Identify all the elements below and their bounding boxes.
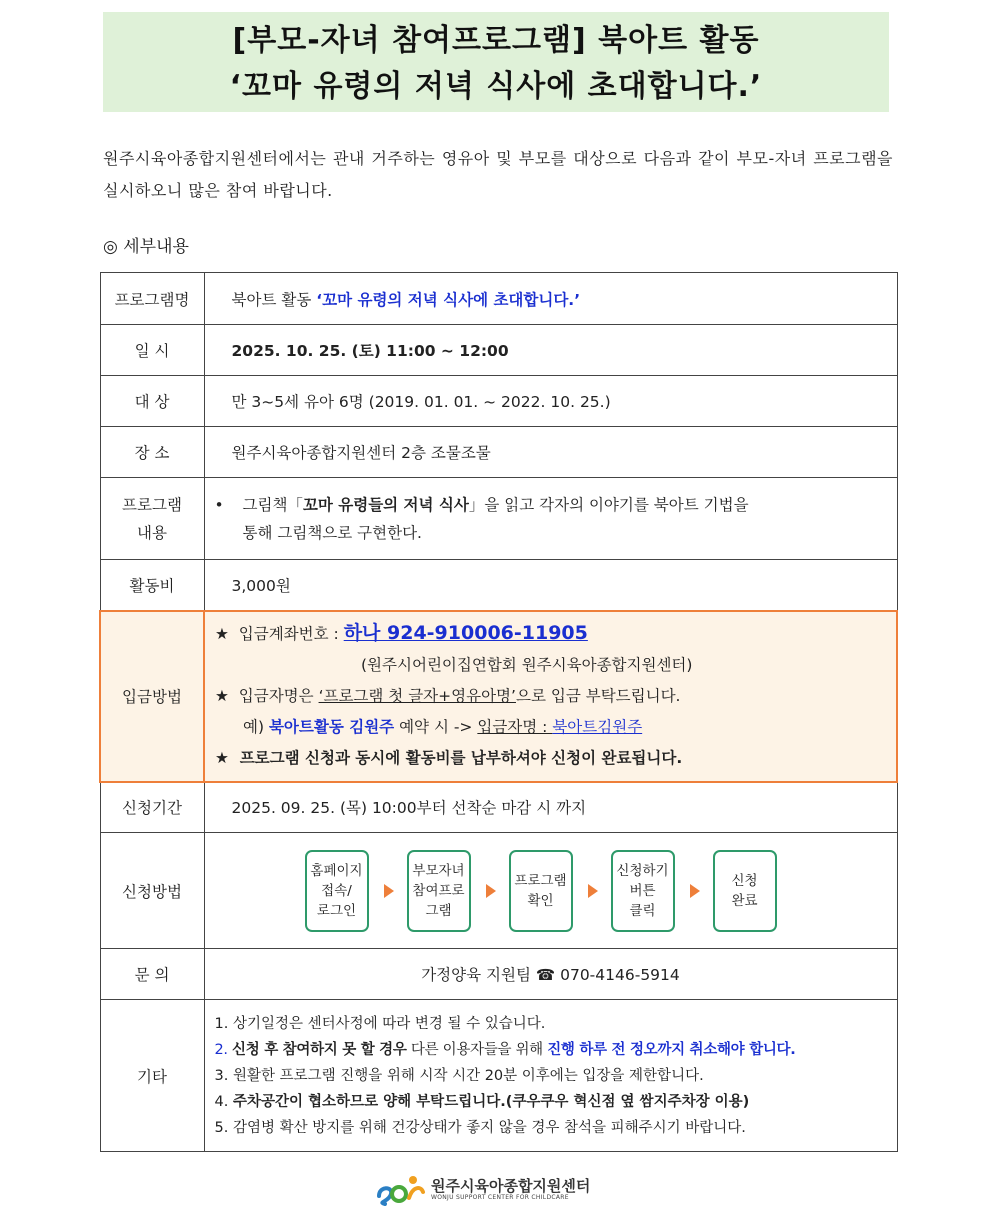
account-number: 하나 924-910006-11905 (343, 622, 588, 644)
account-label: 입금계좌번호 : (238, 625, 344, 643)
apply-flow (205, 850, 897, 932)
row-payment (100, 611, 897, 782)
flow-step-4: 신청하기 버튼 클릭 (611, 850, 675, 932)
footer-logo (375, 1172, 590, 1206)
fee-value: 3,000원 (204, 560, 897, 611)
etc-note-5: 5. 감염병 확산 방지를 위해 건강상태가 좋지 않을 경우 참석을 피해주시기 바랍니다. (214, 1119, 746, 1136)
label-method: 신청방법 (100, 833, 204, 949)
footer-name: 원주시육아종합지원센터 (431, 1176, 591, 1195)
row-program (100, 273, 897, 325)
title-banner (103, 12, 889, 112)
arrow-right-icon (384, 884, 394, 898)
section-title: ◎ 세부내용 (103, 237, 189, 257)
label-content-1: 프로그램 (122, 495, 182, 514)
row-fee (100, 560, 897, 611)
example-label: 입금자명 : (477, 718, 553, 736)
flow-step-1: 홈페이지 접속/ 로그인 (305, 850, 369, 932)
flow-step-2: 부모자녀 참여프로 그램 (407, 850, 471, 932)
content-post: 」을 읽고 각자의 이야기를 북아트 기법을 (468, 495, 749, 514)
account-holder: (원주시어린이집연합회 원주시육아종합지원센터) (361, 656, 693, 674)
label-payment: 입금방법 (100, 611, 204, 782)
example-result: 북아트김원주 (552, 718, 643, 736)
payment-notice: 프로그램 신청과 동시에 활동비를 납부하셔야 신청이 완료됩니다. (239, 749, 683, 767)
target-value: 만 3~5세 유아 6명 (2019. 01. 01. ~ 2022. 10. 25.) (204, 376, 897, 427)
row-content (100, 478, 897, 560)
star-icon: ★ (215, 625, 229, 643)
content-bullet: • (214, 495, 224, 514)
flow-step-3: 프로그램 확인 (509, 850, 573, 932)
depositor-pre: 입금자명은 (238, 687, 319, 705)
place-value: 원주시육아종합지원센터 2층 조물조물 (204, 427, 897, 478)
row-etc: 기타 1. 상기일정은 센터사정에 따라 변경 될 수 있습니다. 2. 신청 후 참여하지 못 할 경우 다른 이용자들을 위해 진행 하루 전 정오까지 취소해야 합니다. 3. 원활한 프로그램 진행을 위해 시작 시간 20분 이후에는 입장을 제한합니다. 4. 주차공간이 협소하므로 양해 부탁드립니다.(쿠우쿠우 혁신점 옆 쌈지주차장 이용) 5. 감염병 확산 방지를 위해 건강상태가 좋지 않을 경우 참석을 피해주시기 바랍니다. (100, 1000, 897, 1152)
row-target (100, 376, 897, 427)
flow-step-5: 신청 완료 (713, 850, 777, 932)
label-fee: 활동비 (100, 560, 204, 611)
intro-text: 원주시육아종합지원센터에서는 관내 거주하는 영유아 및 부모를 대상으로 다음과 같이 부모-자녀 프로그램을 실시하오니 많은 참여 바랍니다. (103, 149, 893, 200)
label-date: 일 시 (100, 325, 204, 376)
example-pre: 예) (243, 718, 269, 736)
row-place (100, 427, 897, 478)
contact-value: 가정양육 지원팀 ☎ 070-4146-5914 (204, 949, 897, 1000)
example-name: 북아트활동 김원주 (268, 718, 395, 736)
program-prefix: 북아트 활동 (231, 290, 317, 309)
depositor-rule: ‘프로그램 첫 글자+영유아명’ (318, 687, 516, 705)
content-line-2: 통해 그림책으로 구현한다. (242, 523, 422, 542)
label-period: 신청기간 (100, 782, 204, 833)
example-mid: 예약 시 -> (394, 718, 478, 736)
etc-note-4: 주차공간이 협소하므로 양해 부탁드립니다.(쿠우쿠우 혁신점 옆 쌈지주차장 이용) (232, 1093, 750, 1110)
label-target: 대 상 (100, 376, 204, 427)
arrow-right-icon (588, 884, 598, 898)
center-logo-icon (375, 1172, 427, 1206)
title-line-1: [부모-자녀 참여프로그램] 북아트 활동 (232, 23, 760, 58)
label-etc: 기타 (100, 1000, 204, 1152)
depositor-post: 으로 입금 부탁드립니다. (515, 687, 681, 705)
content-book: 꼬마 유령들의 저녁 식사 (302, 495, 469, 514)
arrow-right-icon (486, 884, 496, 898)
label-content-2: 내용 (137, 523, 167, 542)
footer-sub: WONJU SUPPORT CENTER FOR CHILDCARE (431, 1193, 569, 1201)
label-contact: 문 의 (100, 949, 204, 1000)
row-date (100, 325, 897, 376)
title-line-2: ‘꼬마 유령의 저녁 식사에 초대합니다.’ (229, 69, 763, 104)
etc-note-2-blue: 진행 하루 전 정오까지 취소해야 합니다. (547, 1041, 796, 1058)
period-value: 2025. 09. 25. (목) 10:00부터 선착순 마감 시 까지 (204, 782, 897, 833)
date-value: 2025. 10. 25. (토) 11:00 ~ 12:00 (231, 342, 509, 360)
row-contact (100, 949, 897, 1000)
etc-note-2-bold: 신청 후 참여하지 못 할 경우 (232, 1041, 407, 1058)
arrow-right-icon (690, 884, 700, 898)
content-pre: 그림책「 (242, 495, 303, 514)
label-program: 프로그램명 (100, 273, 204, 325)
details-table (99, 272, 898, 1152)
label-place: 장 소 (100, 427, 204, 478)
row-method (100, 833, 897, 949)
star-icon: ★ (215, 687, 229, 705)
etc-note-3: 3. 원활한 프로그램 진행을 위해 시작 시간 20분 이후에는 입장을 제한합니다. (214, 1067, 704, 1084)
program-name: ‘꼬마 유령의 저녁 식사에 초대합니다.’ (316, 290, 581, 309)
etc-note-1: 1. 상기일정은 센터사정에 따라 변경 될 수 있습니다. (214, 1015, 546, 1032)
star-icon: ★ (215, 749, 229, 767)
row-period (100, 782, 897, 833)
